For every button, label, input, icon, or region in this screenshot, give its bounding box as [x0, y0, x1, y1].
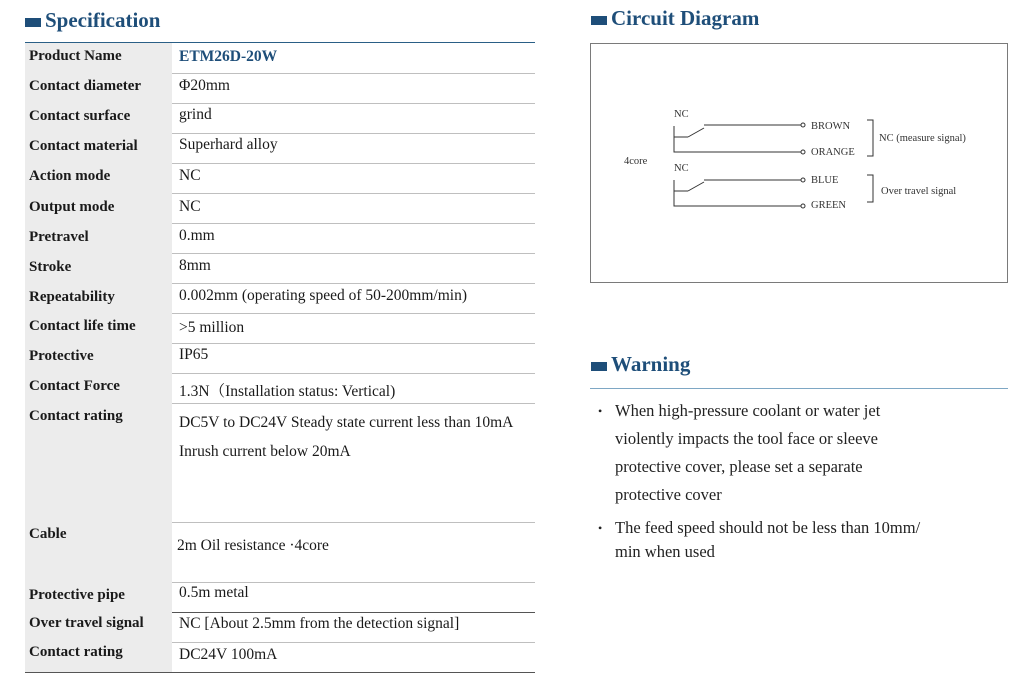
- spec-row-contact-diameter: [25, 73, 535, 104]
- circuit-diagram-title: Circuit Diagram: [611, 6, 760, 30]
- row-value: Φ20mm: [179, 77, 230, 94]
- spec-row-stroke: [25, 253, 535, 284]
- nc-lower-label: NC: [674, 163, 689, 174]
- specification-title: Specification: [45, 8, 161, 32]
- row-value: NC [About 2.5mm from the detection signal]: [179, 615, 460, 632]
- wire-brown-label: BROWN: [811, 121, 851, 132]
- spec-row-action-mode: [25, 163, 535, 194]
- switch-lower-contact: [688, 182, 704, 191]
- spec-row-cable: [25, 522, 535, 583]
- bullet-icon: •: [598, 521, 603, 535]
- nc-upper-label: NC: [674, 109, 689, 120]
- row-value: 1.3N（Installation status: Vertical): [179, 383, 396, 400]
- row-label: Contact diameter: [29, 78, 142, 94]
- row-label: Cable: [29, 526, 67, 542]
- row-value: 0.002mm (operating speed of 50-200mm/min): [179, 287, 467, 304]
- warning-line: When high-pressure coolant or water jet: [615, 401, 881, 420]
- wire-green-label: GREEN: [811, 200, 846, 211]
- spec-row-contact-life-time: [25, 313, 535, 344]
- bracket-over-travel: [867, 175, 873, 202]
- spec-row-contact-surface: [25, 103, 535, 134]
- row-value: 0.mm: [179, 227, 215, 244]
- circuit-diagram-heading: [591, 6, 759, 31]
- spec-row-pretravel: [25, 223, 535, 254]
- row-label: Contact life time: [29, 318, 136, 334]
- warning-rule: [590, 388, 1008, 389]
- row-value: 8mm: [179, 257, 211, 274]
- row-value: 2m Oil resistance ·4core: [177, 537, 329, 554]
- spec-row-product-name: [25, 43, 535, 74]
- bullet-icon: •: [598, 404, 603, 418]
- switch-upper-lead: [674, 126, 688, 137]
- wire-orange-line: [674, 137, 801, 152]
- core-label: 4core: [624, 156, 648, 167]
- spec-row-protective-pipe: [25, 582, 535, 613]
- wire-orange-label: ORANGE: [811, 147, 855, 158]
- row-value: NC: [179, 198, 201, 215]
- terminal-blue: [801, 178, 805, 182]
- row-label: Product Name: [29, 48, 122, 64]
- spec-row-contact-rating: [25, 403, 535, 523]
- circuit-svg: [591, 44, 1009, 284]
- heading-square-icon: [591, 362, 607, 371]
- warning-line: min when used: [615, 542, 715, 561]
- heading-square-icon: [25, 18, 41, 27]
- row-label: Contact material: [29, 138, 138, 154]
- row-value: grind: [179, 106, 212, 123]
- row-value-line2: Inrush current below 20mA: [179, 443, 351, 460]
- row-label: Contact rating: [29, 644, 123, 660]
- spec-row-contact-force: [25, 373, 535, 404]
- circuit-diagram: [590, 43, 1008, 283]
- measure-signal-label: NC (measure signal): [879, 133, 966, 144]
- row-label: Pretravel: [29, 229, 89, 245]
- warning-line: protective cover: [615, 485, 722, 504]
- spec-row-protective: [25, 343, 535, 374]
- warning-line: violently impacts the tool face or sleeve: [615, 429, 878, 448]
- over-travel-label: Over travel signal: [881, 186, 957, 197]
- spec-row-output-mode: [25, 193, 535, 224]
- terminal-orange: [801, 150, 805, 154]
- switch-lower-lead: [674, 180, 688, 191]
- spec-row-repeatability: [25, 283, 535, 314]
- wire-blue-label: BLUE: [811, 175, 839, 186]
- switch-upper-contact: [688, 128, 704, 137]
- row-label: Stroke: [29, 259, 72, 275]
- warning-heading: [591, 352, 690, 377]
- row-value: Superhard alloy: [179, 136, 278, 153]
- row-label: Protective pipe: [29, 587, 125, 603]
- row-value: DC5V to DC24V Steady state current less than 10mA: [179, 414, 514, 431]
- row-value: ETM26D-20W: [179, 48, 278, 65]
- spec-row-over-travel-signal: [25, 612, 535, 643]
- terminal-green: [801, 204, 805, 208]
- specification-heading: [25, 8, 161, 33]
- terminal-brown: [801, 123, 805, 127]
- warning-line: protective cover, please set a separate: [615, 457, 863, 476]
- row-label: Over travel signal: [29, 615, 144, 631]
- spec-row-contact-material: [25, 133, 535, 164]
- wire-green-line: [674, 191, 801, 206]
- row-label: Action mode: [29, 168, 111, 184]
- row-label: Contact Force: [29, 378, 120, 394]
- row-value: NC: [179, 167, 201, 184]
- row-label: Output mode: [29, 199, 115, 215]
- row-value: 0.5m metal: [179, 584, 249, 601]
- row-value: >5 million: [179, 319, 245, 336]
- heading-square-icon: [591, 16, 607, 25]
- warning-title: Warning: [611, 352, 691, 376]
- row-value: DC24V 100mA: [179, 646, 278, 663]
- warning-line: The feed speed should not be less than 10mm/: [615, 518, 921, 537]
- row-label: Contact surface: [29, 108, 131, 124]
- spec-row-contact-rating-2: [25, 642, 535, 673]
- row-label: Protective: [29, 348, 94, 364]
- row-label: Repeatability: [29, 289, 115, 305]
- bracket-measure-signal: [867, 120, 873, 156]
- row-value: IP65: [179, 346, 209, 363]
- row-label: Contact rating: [29, 408, 123, 424]
